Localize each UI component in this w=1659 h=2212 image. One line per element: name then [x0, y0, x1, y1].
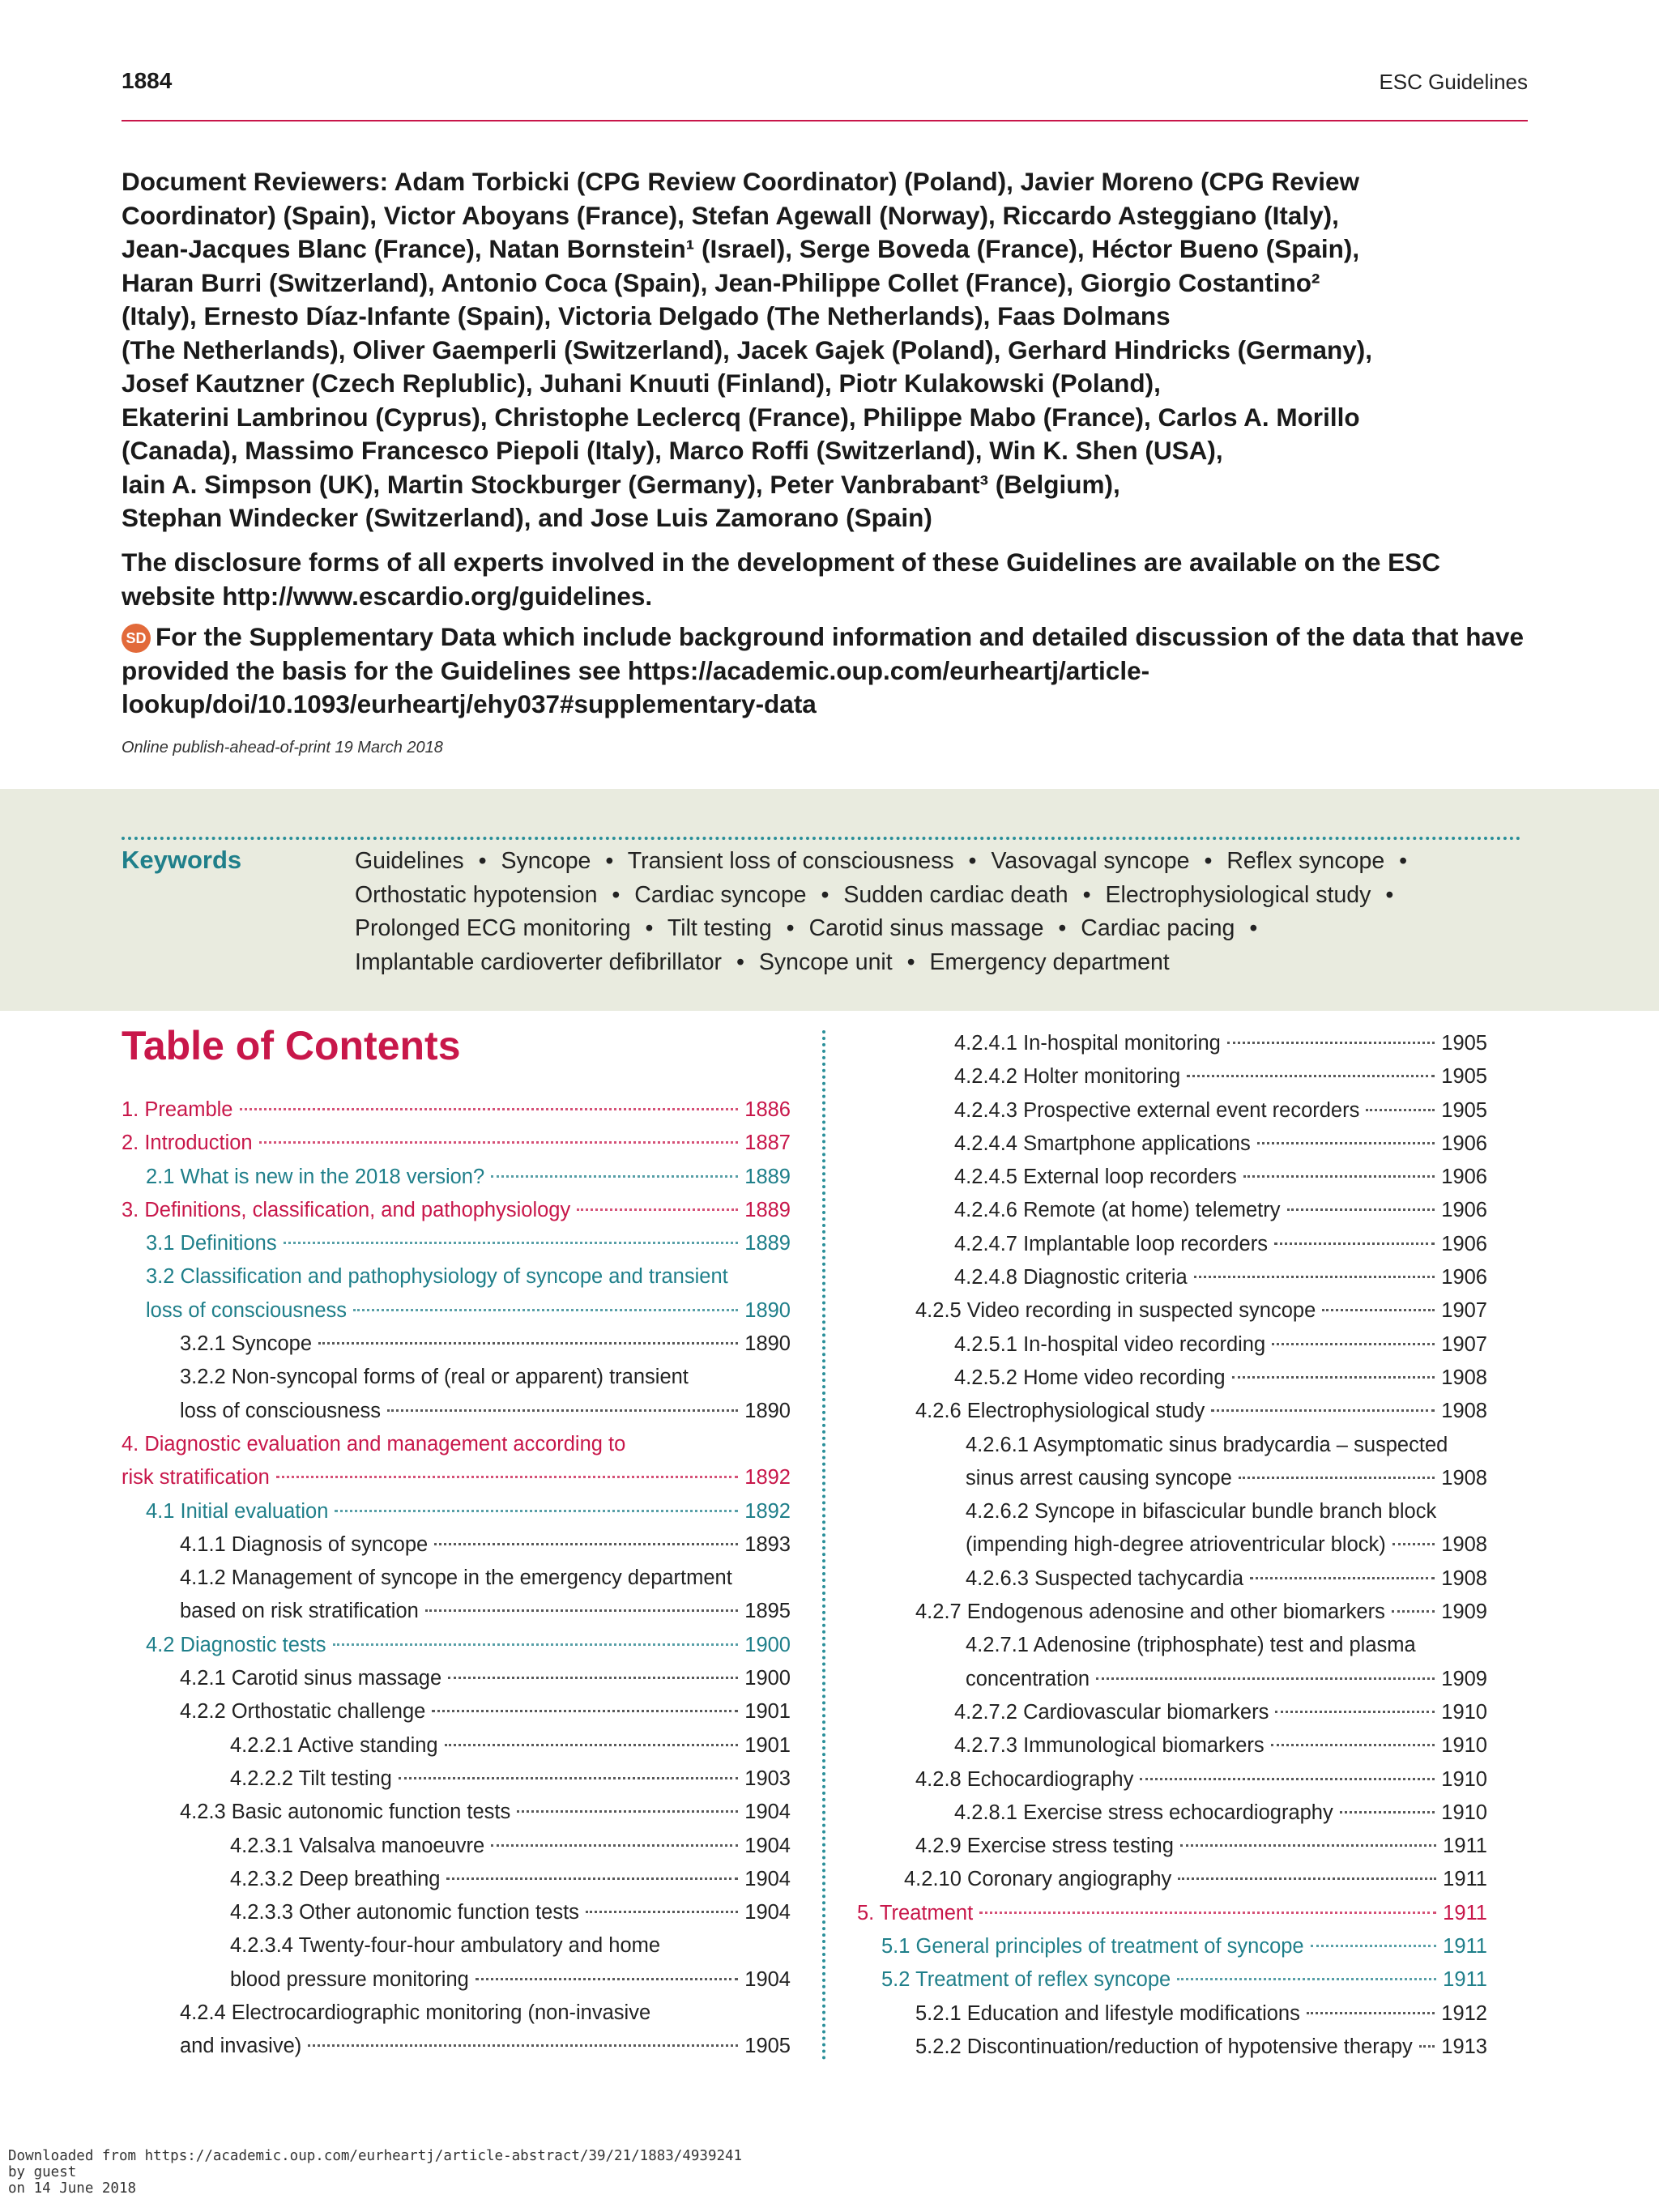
toc-leader-dots: [333, 1643, 739, 1646]
toc-entry-title: 2. Introduction: [122, 1132, 253, 1155]
toc-page-number: 1889: [744, 1198, 791, 1221]
toc-leader-dots: [284, 1242, 739, 1244]
toc-page-number: 1910: [1441, 1700, 1487, 1724]
keyword: Electrophysiological study: [1105, 881, 1371, 908]
toc-leader-dots: [446, 1877, 738, 1880]
toc-entry[interactable]: [122, 1227, 791, 1260]
toc-page-number: 1908: [1441, 1533, 1487, 1557]
toc-entry-title: 4.1 Initial evaluation: [146, 1499, 329, 1523]
toc-page-number: 1910: [1441, 1734, 1487, 1758]
toc-leader-dots: [1096, 1677, 1435, 1680]
toc-entry[interactable]: [857, 1228, 1487, 1261]
toc-entry[interactable]: [857, 1060, 1487, 1093]
keyword-separator: •: [605, 848, 614, 874]
keyword-separator: •: [1204, 848, 1213, 874]
toc-entry-title: 3.1 Definitions: [146, 1232, 277, 1255]
toc-entry[interactable]: [857, 1930, 1487, 1963]
toc-entry-title-cont: sinus arrest causing syncope: [966, 1466, 1232, 1490]
toc-leader-dots: [1239, 1477, 1435, 1479]
toc-entry[interactable]: [857, 1395, 1487, 1428]
toc-entry[interactable]: [122, 1629, 791, 1662]
keyword-separator: •: [1399, 848, 1408, 874]
footer-line: on 14 June 2018: [8, 2180, 137, 2197]
running-title: ESC Guidelines: [1379, 70, 1528, 94]
toc-page-number: 1906: [1441, 1199, 1487, 1222]
toc-entry-title: 4.2.3.1 Valsalva manoeuvre: [230, 1834, 485, 1857]
toc-entry-title-cont: (impending high-degree atrioventricular block): [966, 1533, 1386, 1557]
toc-page-number: 1904: [744, 1967, 791, 1991]
toc-entry-title: 4.2.1 Carotid sinus massage: [180, 1667, 442, 1690]
toc-entry-title: 4.2.6.3 Suspected tachycardia: [966, 1566, 1244, 1590]
toc-entry[interactable]: [122, 1562, 791, 1629]
toc-page-number: 1905: [1441, 1098, 1487, 1122]
toc-leader-dots: [1392, 1610, 1435, 1613]
toc-leader-dots: [1272, 1343, 1435, 1345]
toc-entry[interactable]: [857, 1897, 1487, 1930]
footer-line: by guest: [8, 2164, 77, 2180]
toc-entry[interactable]: [122, 1127, 791, 1160]
toc-entry-title: 4.2.7.1 Adenosine (triphosphate) test and plasma: [966, 1634, 1416, 1657]
toc-entry-title: 4.2.5.2 Home video recording: [954, 1366, 1226, 1389]
keyword: Prolonged ECG monitoring: [355, 915, 631, 941]
toc-page-number: 1904: [744, 1834, 791, 1857]
download-footer: [8, 2148, 742, 2197]
toc-entry[interactable]: [122, 1428, 791, 1495]
toc-entry[interactable]: [122, 1328, 791, 1361]
toc-leader-dots: [1257, 1142, 1435, 1144]
toc-entry[interactable]: [122, 1896, 791, 1929]
toc-leader-dots: [1340, 1811, 1435, 1813]
toc-page-number: 1911: [1443, 1968, 1487, 1992]
toc-entry[interactable]: [122, 1929, 791, 1997]
toc-entry-title: 4.2.4.6 Remote (at home) telemetry: [954, 1199, 1281, 1222]
toc-entry-title-cont: loss of consciousness: [180, 1399, 382, 1422]
keyword-separator: •: [645, 915, 654, 941]
reviewers-line: (Canada), Massimo Francesco Piepoli (Italy), Marco Roffi (Switzerland), Win K. Shen (USA),: [122, 436, 1223, 465]
toc-page-number: 1904: [744, 1801, 791, 1824]
toc-entry-title: 4.2.4.7 Implantable loop recorders: [954, 1232, 1268, 1255]
keyword: Orthostatic hypotension: [355, 881, 598, 908]
toc-page-number: 1901: [744, 1733, 791, 1757]
toc-entry-title: 4.2.7.3 Immunological biomarkers: [954, 1734, 1265, 1758]
toc-entry-title-cont: concentration: [966, 1667, 1090, 1690]
toc-entry-title-cont: based on risk stratification: [180, 1600, 419, 1623]
keyword-separator: •: [1058, 915, 1067, 941]
toc-page-number: 1887: [744, 1132, 791, 1155]
toc-page-number: 1906: [1441, 1232, 1487, 1255]
toc-entry[interactable]: [857, 1161, 1487, 1194]
keyword: Cardiac pacing: [1081, 915, 1235, 941]
toc-leader-dots: [1140, 1778, 1435, 1780]
keywords-label: Keywords: [122, 846, 242, 874]
toc-page-number: 1913: [1441, 2035, 1487, 2058]
toc-page-number: 1912: [1441, 2001, 1487, 2025]
toc-entry[interactable]: [857, 1796, 1487, 1830]
toc-page-number: 1909: [1441, 1667, 1487, 1690]
toc-entry-title: 2.1 What is new in the 2018 version?: [146, 1165, 485, 1188]
keyword-separator: •: [1385, 881, 1394, 908]
toc-entry-title: 5.1 General principles of treatment of syncope: [881, 1935, 1304, 1958]
toc-page-number: 1911: [1443, 1868, 1487, 1891]
toc-leader-dots: [476, 1978, 738, 1980]
toc-leader-dots: [491, 1175, 738, 1178]
toc-page-number: 1909: [1441, 1600, 1487, 1624]
toc-entry[interactable]: [857, 1328, 1487, 1362]
toc-page-number: 1906: [1441, 1166, 1487, 1189]
toc-entry-title: 5.2 Treatment of reflex syncope: [881, 1968, 1171, 1992]
toc-entry[interactable]: [122, 1863, 791, 1896]
toc-entry-title: 4.2.3 Basic autonomic function tests: [180, 1801, 511, 1824]
toc-entry[interactable]: [122, 1662, 791, 1695]
toc-leader-dots: [979, 1912, 1436, 1914]
toc-page-number: 1900: [744, 1667, 791, 1690]
toc-leader-dots: [1177, 1978, 1436, 1980]
toc-leader-dots: [1307, 2012, 1435, 2014]
keyword: Guidelines: [355, 848, 464, 874]
toc-entry-title: 4.2.4 Electrocardiographic monitoring (non-invasive: [180, 2001, 651, 2025]
toc-entry-title-cont: and invasive): [180, 2035, 302, 2058]
toc-page-number: 1905: [744, 2035, 791, 2058]
toc-entry-title: 4. Diagnostic evaluation and management according to: [122, 1432, 626, 1455]
keyword: Syncope: [501, 848, 591, 874]
toc-entry[interactable]: [857, 1696, 1487, 1729]
toc-entry-title-cont: risk stratification: [122, 1466, 270, 1490]
toc-leader-dots: [1271, 1744, 1435, 1746]
toc-entry-title-cont: loss of consciousness: [146, 1298, 348, 1322]
supplementary-text: For the Supplementary Data which include background information and detailed discussion of the data that have provided the basis for the Guidelines see https://academic.oup.com/eurheartj/article-lookup/doi/10.1093/eurheartj/ehy037#supplementary-data: [122, 622, 1524, 718]
toc-entry[interactable]: [857, 1194, 1487, 1227]
toc-entry-title: 4.2.5 Video recording in suspected syncope: [915, 1299, 1316, 1323]
reviewers-line: Coordinator) (Spain), Victor Aboyans (France), Stefan Agewall (Norway), Riccardo Asteggiano (Italy),: [122, 200, 1339, 230]
toc-leader-dots: [1311, 1945, 1437, 1947]
toc-entry-title: 4.2.2.1 Active standing: [230, 1733, 438, 1757]
supplementary-data-icon: SD: [122, 624, 151, 653]
toc-entry-title: 4.2.9 Exercise stress testing: [915, 1835, 1174, 1858]
toc-entry[interactable]: [857, 1261, 1487, 1294]
toc-entry[interactable]: [857, 1963, 1487, 1997]
toc-leader-dots: [1243, 1175, 1435, 1178]
toc-entry-title: 4.2.4.3 Prospective external event recorders: [954, 1098, 1360, 1122]
online-publish-date: Online publish-ahead-of-print 19 March 2018: [122, 739, 443, 757]
keyword: Emergency department: [929, 948, 1170, 975]
toc-leader-dots: [318, 1342, 738, 1345]
toc-entry-title: 4.2.3.4 Twenty-four-hour ambulatory and home: [230, 1934, 661, 1958]
keyword-separator: •: [786, 915, 795, 941]
keyword: Implantable cardioverter defibrillator: [355, 948, 723, 975]
keyword: Reflex syncope: [1226, 848, 1385, 874]
toc-leader-dots: [491, 1844, 738, 1847]
toc-leader-dots: [1287, 1208, 1435, 1211]
toc-page-number: 1892: [744, 1499, 791, 1523]
toc-leader-dots: [1187, 1075, 1435, 1077]
toc-entry[interactable]: [122, 1997, 791, 2064]
toc-leader-dots: [445, 1744, 739, 1746]
keyword: Transient loss of consciousness: [627, 848, 954, 874]
toc-entry-title: 4.2.4.5 External loop recorders: [954, 1166, 1237, 1189]
toc-entry-title: 4.2.3.2 Deep breathing: [230, 1867, 441, 1890]
toc-leader-dots: [1180, 1844, 1436, 1847]
toc-entry[interactable]: [857, 1830, 1487, 1863]
toc-page-number: 1900: [744, 1633, 791, 1656]
toc-entry[interactable]: [857, 1027, 1487, 1060]
toc-leader-dots: [517, 1810, 738, 1813]
toc-entry[interactable]: [857, 1729, 1487, 1762]
toc-entry-title: 4.2.8 Echocardiography: [915, 1767, 1134, 1791]
toc-page-number: 1903: [744, 1767, 791, 1790]
disclosure-note: The disclosure forms of all experts involved in the development of these Guidelines are available on the ESC website http://www.escardio.org/guidelines.: [122, 548, 1440, 611]
keyword-separator: •: [968, 848, 977, 874]
toc-entry[interactable]: [857, 1294, 1487, 1328]
toc-entry-title: 4.1.1 Diagnosis of syncope: [180, 1532, 429, 1556]
toc-leader-dots: [425, 1609, 738, 1612]
keyword-separator: •: [478, 848, 487, 874]
supplementary-note: [122, 620, 1531, 722]
toc-page-number: 1904: [744, 1901, 791, 1924]
toc-leader-dots: [577, 1208, 738, 1211]
keyword: Carotid sinus massage: [808, 915, 1044, 941]
reviewers-line: Jean-Jacques Blanc (France), Natan Bornstein¹ (Israel), Serge Boveda (France), Héctor Bueno (Spain),: [122, 234, 1360, 263]
toc-entry-title: 4.2.4.1 In-hospital monitoring: [954, 1032, 1221, 1055]
toc-entry[interactable]: [122, 1796, 791, 1829]
keyword: Vasovagal syncope: [991, 848, 1190, 874]
toc-entry-title: 4.2.6.2 Syncope in bifascicular bundle branch block: [966, 1500, 1437, 1524]
toc-page-number: 1911: [1443, 1835, 1487, 1858]
toc-entry-title: 4.2.10 Coronary angiography: [904, 1868, 1172, 1891]
toc-entry-title: 3.2.2 Non-syncopal forms of (real or apparent) transient: [180, 1366, 689, 1389]
reviewers-line: Stephan Windecker (Switzerland), and Jose Luis Zamorano (Spain): [122, 503, 932, 532]
toc-page-number: 1905: [1441, 1032, 1487, 1055]
toc-entry[interactable]: [122, 1830, 791, 1863]
toc-page-number: 1890: [744, 1399, 791, 1422]
toc-leader-dots: [259, 1141, 739, 1144]
toc-entry-title: 4.2.2 Orthostatic challenge: [180, 1700, 426, 1724]
toc-leader-dots: [448, 1677, 738, 1679]
toc-leader-dots: [1178, 1877, 1436, 1880]
toc-entry[interactable]: [122, 1093, 791, 1127]
toc-leader-dots: [1275, 1711, 1435, 1713]
keywords-divider: [122, 837, 1521, 840]
toc-entry-title: 4.2.2.2 Tilt testing: [230, 1767, 392, 1790]
toc-leader-dots: [1366, 1109, 1435, 1111]
toc-entry-title: 5. Treatment: [857, 1901, 974, 1924]
toc-left-column: [122, 1093, 791, 2064]
toc-page-number: 1904: [744, 1867, 791, 1890]
toc-entry[interactable]: [122, 1495, 791, 1528]
toc-entry[interactable]: [857, 1495, 1487, 1562]
footer-line: Downloaded from https://academic.oup.com/eurheartj/article-abstract/39/21/1883/4939241: [8, 2148, 743, 2164]
toc-entry-title: 4.2.8.1 Exercise stress echocardiography: [954, 1801, 1333, 1824]
toc-page-number: 1892: [744, 1466, 791, 1490]
reviewers-line: Ekaterini Lambrinou (Cyprus), Christophe Leclercq (France), Philippe Mabo (France), Carlos A. Morillo: [122, 402, 1360, 432]
toc-entry-title: 1. Preamble: [122, 1098, 233, 1121]
toc-entry[interactable]: [122, 1361, 791, 1428]
toc-leader-dots: [399, 1777, 738, 1779]
toc-entry[interactable]: [857, 1094, 1487, 1127]
toc-page-number: 1890: [744, 1298, 791, 1322]
toc-leader-dots: [1232, 1376, 1435, 1379]
keyword-separator: •: [1082, 881, 1091, 908]
toc-leader-dots: [1250, 1577, 1435, 1579]
toc-page-number: 1911: [1443, 1935, 1487, 1958]
toc-entry[interactable]: [122, 1161, 791, 1194]
toc-entry[interactable]: [857, 1429, 1487, 1496]
toc-page-number: 1890: [744, 1332, 791, 1356]
toc-leader-dots: [432, 1710, 738, 1712]
toc-entry[interactable]: [857, 1997, 1487, 2031]
toc-leader-dots: [434, 1543, 738, 1545]
keywords-list: [355, 845, 1505, 979]
toc-entry-title: 4.2.4.2 Holter monitoring: [954, 1065, 1181, 1089]
toc-page-number: 1908: [1441, 1466, 1487, 1490]
toc-entry-title: 5.2.2 Discontinuation/reduction of hypotensive therapy: [915, 2035, 1413, 2058]
toc-entry[interactable]: [122, 1762, 791, 1796]
document-reviewers: [122, 165, 1531, 535]
toc-leader-dots: [240, 1108, 739, 1110]
toc-entry-title: 4.1.2 Management of syncope in the emergency department: [180, 1566, 732, 1590]
keyword-separator: •: [736, 948, 744, 975]
toc-page-number: 1911: [1443, 1901, 1487, 1924]
toc-entry-title: 4.2.3.3 Other autonomic function tests: [230, 1901, 579, 1924]
toc-entry-title: 4.2.6.1 Asymptomatic sinus bradycardia – suspected: [966, 1433, 1448, 1456]
toc-entry-title: 4.2 Diagnostic tests: [146, 1633, 326, 1656]
toc-page-number: 1893: [744, 1532, 791, 1556]
toc-title: Table of Contents: [122, 1023, 461, 1068]
toc-entry-title: 5.2.1 Education and lifestyle modifications: [915, 2001, 1300, 2025]
toc-leader-dots: [1392, 1543, 1435, 1545]
toc-entry-title: 4.2.6 Electrophysiological study: [915, 1400, 1205, 1423]
keyword: Tilt testing: [667, 915, 772, 941]
keyword: Sudden cardiac death: [843, 881, 1068, 908]
toc-entry-title: 4.2.7.2 Cardiovascular biomarkers: [954, 1700, 1269, 1724]
keyword: Cardiac syncope: [634, 881, 807, 908]
toc-page-number: 1889: [744, 1165, 791, 1188]
keyword-separator: •: [821, 881, 830, 908]
toc-right-column: [857, 1027, 1487, 2064]
column-divider: [822, 1030, 825, 2061]
reviewers-line: Josef Kautzner (Czech Replublic), Juhani Knuuti (Finland), Piotr Kulakowski (Poland),: [122, 369, 1161, 398]
keyword: Syncope unit: [758, 948, 893, 975]
toc-leader-dots: [1419, 2045, 1435, 2048]
toc-entry[interactable]: [857, 1863, 1487, 1896]
toc-entry[interactable]: [857, 1127, 1487, 1161]
toc-page-number: 1908: [1441, 1366, 1487, 1389]
toc-entry-title: 4.2.4.4 Smartphone applications: [954, 1132, 1251, 1155]
toc-leader-dots: [1227, 1042, 1435, 1044]
toc-leader-dots: [335, 1510, 738, 1512]
toc-page-number: 1910: [1441, 1767, 1487, 1791]
reviewers-line: (Italy), Ernesto Díaz-Infante (Spain), Victoria Delgado (The Netherlands), Faas Dolmans: [122, 301, 1171, 330]
toc-leader-dots: [308, 2044, 738, 2047]
keyword-separator: •: [1249, 915, 1258, 941]
toc-entry[interactable]: [122, 1260, 791, 1328]
toc-leader-dots: [1274, 1242, 1435, 1245]
toc-leader-dots: [1322, 1309, 1435, 1311]
toc-page-number: 1906: [1441, 1132, 1487, 1155]
toc-entry-title: 4.2.5.1 In-hospital video recording: [954, 1332, 1266, 1356]
toc-entry-title: 4.2.7 Endogenous adenosine and other biomarkers: [915, 1600, 1385, 1624]
toc-entry[interactable]: [857, 1763, 1487, 1796]
toc-entry[interactable]: [122, 1528, 791, 1562]
toc-page-number: 1905: [1441, 1065, 1487, 1089]
reviewers-line: Iain A. Simpson (UK), Martin Stockburger (Germany), Peter Vanbrabant³ (Belgium),: [122, 469, 1120, 499]
toc-entry-title: 3.2 Classification and pathophysiology of syncope and transient: [146, 1265, 728, 1289]
toc-entry[interactable]: [857, 1596, 1487, 1629]
toc-entry-title: 4.2.4.8 Diagnostic criteria: [954, 1266, 1188, 1289]
toc-page-number: 1910: [1441, 1801, 1487, 1824]
header-rule: [122, 120, 1528, 121]
keyword-separator: •: [906, 948, 915, 975]
toc-page-number: 1906: [1441, 1266, 1487, 1289]
toc-entry[interactable]: [122, 1729, 791, 1762]
keyword-separator: •: [612, 881, 621, 908]
reviewers-line: (The Netherlands), Oliver Gaemperli (Switzerland), Jacek Gajek (Poland), Gerhard Hindricks (Germany),: [122, 335, 1372, 364]
toc-page-number: 1907: [1441, 1299, 1487, 1323]
page-number: 1884: [122, 68, 173, 93]
toc-entry-title-cont: blood pressure monitoring: [230, 1967, 469, 1991]
reviewers-line: Document Reviewers: Adam Torbicki (CPG Review Coordinator) (Poland), Javier Moreno (CPG Review: [122, 167, 1360, 196]
toc-entry[interactable]: [857, 1629, 1487, 1696]
toc-page-number: 1886: [744, 1098, 791, 1121]
toc-entry[interactable]: [857, 1362, 1487, 1395]
toc-entry[interactable]: [122, 1695, 791, 1728]
toc-leader-dots: [276, 1476, 738, 1478]
toc-entry-title: 3.2.1 Syncope: [180, 1332, 313, 1356]
toc-page-number: 1895: [744, 1600, 791, 1623]
toc-page-number: 1901: [744, 1700, 791, 1724]
toc-page-number: 1908: [1441, 1400, 1487, 1423]
reviewers-line: Haran Burri (Switzerland), Antonio Coca (Spain), Jean-Philippe Collet (France), Giorgio Costantino²: [122, 267, 1320, 297]
toc-entry[interactable]: [122, 1194, 791, 1227]
toc-page-number: 1908: [1441, 1566, 1487, 1590]
toc-entry[interactable]: [857, 2031, 1487, 2064]
toc-leader-dots: [387, 1409, 738, 1412]
toc-entry[interactable]: [857, 1562, 1487, 1596]
toc-entry-title: 3. Definitions, classification, and pathophysiology: [122, 1198, 571, 1221]
toc-page-number: 1907: [1441, 1332, 1487, 1356]
toc-leader-dots: [353, 1309, 738, 1311]
toc-leader-dots: [586, 1911, 738, 1913]
toc-page-number: 1889: [744, 1232, 791, 1255]
toc-leader-dots: [1211, 1409, 1435, 1412]
toc-leader-dots: [1194, 1276, 1435, 1278]
